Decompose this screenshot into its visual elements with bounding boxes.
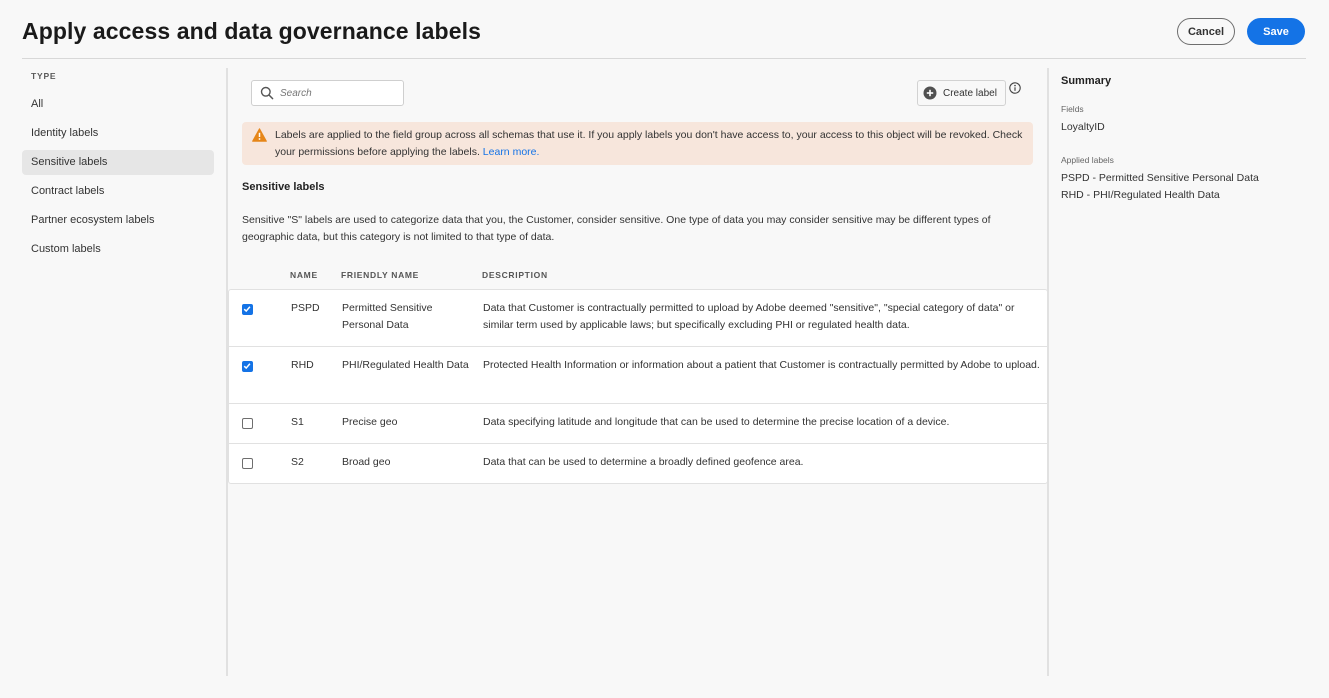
cell-friendly-name: Precise geo: [342, 416, 398, 428]
create-label-text: Create label: [943, 87, 997, 99]
cell-friendly-name: Permitted Sensitive Personal Data: [342, 302, 433, 331]
cell-description: Data specifying latitude and longitude that can be used to determine the precise location of a device.: [483, 416, 950, 428]
sidebar-item-contract-labels[interactable]: Contract labels: [31, 185, 105, 197]
sidebar-item-partner-ecosystem-labels[interactable]: Partner ecosystem labels: [31, 214, 155, 226]
row-checkbox[interactable]: [242, 361, 253, 372]
table-row[interactable]: [229, 347, 1047, 404]
summary-panel: [1061, 75, 1311, 204]
row-checkbox[interactable]: [242, 458, 253, 469]
checkmark-icon: [243, 362, 251, 370]
row-checkbox[interactable]: [242, 304, 253, 315]
type-sidebar: [22, 68, 214, 262]
page-title: Apply access and data governance labels: [22, 18, 481, 44]
cell-friendly-name: Broad geo: [342, 456, 391, 468]
row-checkbox[interactable]: [242, 418, 253, 429]
cell-friendly-name: PHI/Regulated Health Data: [342, 359, 469, 371]
cell-description: Protected Health Information or information about a patient that Customer is contractually permitted by Adobe to upload.: [483, 359, 1040, 371]
warning-banner: [242, 122, 1033, 165]
table-row[interactable]: [229, 404, 1047, 444]
banner-message: Labels are applied to the field group across all schemas that use it. If you apply labels you don't have access to, your access to this object will be revoked. Check your permissions before applying the labels.: [275, 129, 1023, 158]
learn-more-link[interactable]: Learn more.: [482, 146, 540, 158]
create-label-button[interactable]: [917, 80, 1006, 106]
summary-title: Summary: [1061, 75, 1112, 87]
cell-name: S1: [291, 416, 304, 428]
cell-name: RHD: [291, 359, 314, 371]
sidebar-item-custom-labels[interactable]: Custom labels: [31, 243, 101, 255]
table-row[interactable]: [229, 290, 1047, 347]
section-title: Sensitive labels: [242, 181, 325, 193]
sidebar-item-identity-labels[interactable]: Identity labels: [31, 127, 99, 139]
cell-name: PSPD: [291, 302, 320, 314]
table-row[interactable]: [229, 444, 1047, 484]
sidebar-item-sensitive-labels[interactable]: Sensitive labels: [22, 150, 214, 175]
applied-label-item: PSPD - Permitted Sensitive Personal Data: [1061, 172, 1259, 184]
search-icon: [260, 86, 274, 100]
column-header-description[interactable]: DESCRIPTION: [482, 270, 548, 280]
cell-name: S2: [291, 456, 304, 468]
checkmark-icon: [243, 305, 251, 313]
section-description: Sensitive "S" labels are used to categorize data that you, the Customer, consider sensitive. One type of data you may consider sensitive may be different types of geographic data, but this category is not limited to that type of data.: [242, 214, 991, 243]
summary-applied-label: Applied labels: [1061, 155, 1114, 165]
summary-fields-label: Fields: [1061, 104, 1084, 114]
add-circle-icon: [923, 86, 937, 100]
cell-description: Data that Customer is contractually permitted to upload by Adobe deemed "sensitive", "special category of data" or similar term used by applicable laws; but specifically excluding PHI or regulated health data.: [483, 302, 1015, 331]
cancel-button[interactable]: Cancel: [1177, 18, 1235, 45]
labels-table: [228, 289, 1048, 484]
save-button[interactable]: Save: [1247, 18, 1305, 45]
alert-triangle-icon: [252, 128, 267, 142]
applied-label-item: RHD - PHI/Regulated Health Data: [1061, 189, 1220, 201]
column-header-name[interactable]: NAME: [290, 270, 318, 280]
header-divider: [22, 58, 1306, 59]
info-icon[interactable]: [1009, 82, 1021, 94]
sidebar-heading: TYPE: [31, 71, 57, 81]
cell-description: Data that can be used to determine a broadly defined geofence area.: [483, 456, 804, 468]
search-field[interactable]: [251, 80, 404, 106]
summary-field-value: LoyaltyID: [1061, 121, 1105, 133]
banner-text: [275, 127, 1025, 161]
column-header-friendly-name[interactable]: FRIENDLY NAME: [341, 270, 420, 280]
sidebar-item-all[interactable]: All: [31, 98, 44, 110]
search-input[interactable]: [280, 88, 400, 99]
